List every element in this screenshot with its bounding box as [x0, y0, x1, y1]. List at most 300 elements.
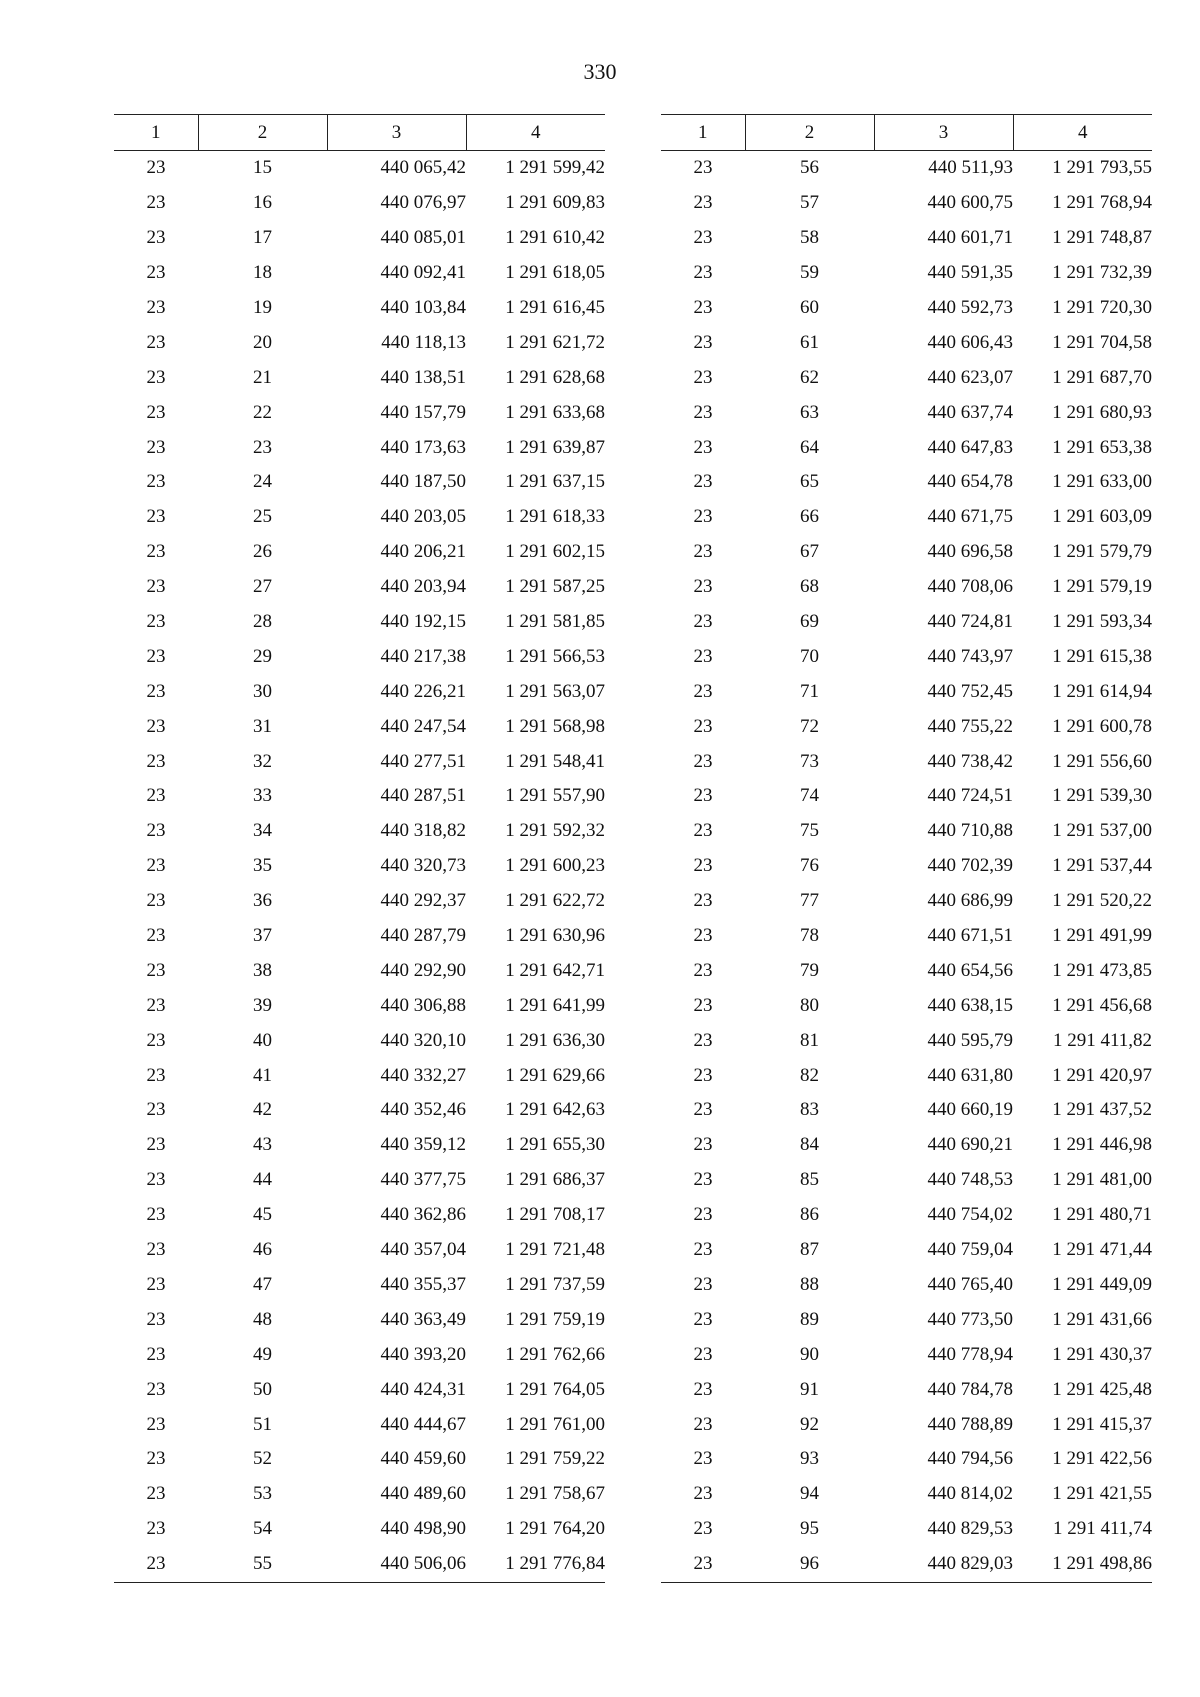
table-row	[661, 325, 1152, 360]
section-number-cell: 23	[146, 1204, 166, 1226]
point-number-cell: 54	[253, 1518, 272, 1540]
section-number-cell: 23	[693, 227, 713, 249]
section-number-cell: 23	[693, 471, 713, 493]
table-row	[661, 1023, 1152, 1058]
table-row	[661, 151, 1152, 186]
x-coordinate-cell: 440 829,53	[927, 1518, 1013, 1540]
x-coordinate-cell: 440 292,37	[380, 890, 466, 912]
point-number-cell: 21	[253, 366, 272, 388]
section-number-cell: 23	[693, 1169, 713, 1191]
x-coordinate-cell: 440 601,71	[927, 227, 1013, 249]
section-number-cell: 23	[146, 715, 166, 737]
x-coordinate-cell: 440 765,40	[927, 1273, 1013, 1295]
table-row	[114, 849, 605, 884]
x-coordinate-cell: 440 362,86	[380, 1204, 466, 1226]
x-coordinate-cell: 440 660,19	[927, 1099, 1013, 1121]
x-coordinate-cell: 440 814,02	[927, 1483, 1013, 1505]
section-number-cell: 23	[146, 959, 166, 981]
x-coordinate-cell: 440 118,13	[381, 331, 466, 353]
point-number-cell: 19	[253, 297, 272, 318]
section-number-cell: 23	[146, 1169, 166, 1191]
section-number-cell: 23	[693, 436, 713, 458]
x-coordinate-cell: 440 498,90	[380, 1518, 466, 1540]
table-row	[661, 1442, 1152, 1477]
x-coordinate-cell: 440 708,06	[927, 576, 1013, 598]
section-number-cell: 23	[693, 959, 713, 981]
table-row	[661, 535, 1152, 570]
section-number-cell: 23	[146, 192, 166, 214]
point-number-cell: 37	[253, 925, 272, 947]
point-number-cell: 55	[198, 1547, 327, 1582]
page-number: 330	[583, 59, 617, 84]
table-row	[114, 395, 605, 430]
y-coordinate-cell: 1 291 793,55	[1052, 157, 1152, 179]
point-number-cell: 23	[253, 436, 272, 458]
point-number-cell: 44	[253, 1169, 272, 1191]
y-coordinate-cell: 1 291 481,00	[1052, 1169, 1152, 1191]
table-row	[114, 1163, 605, 1198]
table-row	[114, 325, 605, 360]
table-row	[661, 256, 1152, 291]
x-coordinate-cell: 440 203,05	[380, 506, 466, 528]
table-row	[114, 919, 605, 954]
x-coordinate-cell: 440 355,37	[380, 1273, 466, 1295]
x-coordinate-cell: 440 173,63	[380, 436, 466, 458]
point-number-cell: 65	[800, 471, 819, 493]
point-number-cell: 70	[800, 645, 819, 667]
table-row	[114, 535, 605, 570]
y-coordinate-cell: 1 291 759,19	[505, 1308, 605, 1330]
x-coordinate-cell: 440 511,93	[928, 157, 1013, 179]
y-coordinate-cell: 1 291 748,87	[1052, 227, 1152, 249]
table-row	[661, 186, 1152, 221]
x-coordinate-cell: 440 752,45	[927, 680, 1013, 702]
x-coordinate-cell: 440 306,88	[380, 994, 466, 1016]
y-coordinate-cell: 1 291 621,72	[505, 331, 605, 353]
y-coordinate-cell: 1 291 636,30	[505, 1029, 605, 1051]
y-coordinate-cell: 1 291 556,60	[1052, 750, 1152, 772]
section-number-cell: 23	[146, 1029, 166, 1051]
x-coordinate-cell: 440 247,54	[380, 715, 466, 737]
section-number-cell: 23	[146, 436, 166, 458]
y-coordinate-cell: 1 291 720,30	[1052, 297, 1152, 318]
table-row	[114, 1477, 605, 1512]
point-number-cell: 72	[800, 715, 819, 737]
table-row	[661, 500, 1152, 535]
table-header-row	[661, 115, 1152, 151]
point-number-cell: 85	[800, 1169, 819, 1191]
table-row	[114, 151, 605, 186]
section-number-cell: 23	[693, 576, 713, 598]
section-number-cell: 23	[693, 331, 713, 353]
section-number-cell: 23	[693, 855, 713, 877]
section-number-cell: 23	[693, 262, 713, 284]
y-coordinate-cell: 1 291 498,86	[1013, 1547, 1152, 1582]
x-coordinate-cell: 440 748,53	[927, 1169, 1013, 1191]
section-number-cell: 23	[146, 925, 166, 947]
point-number-cell: 50	[253, 1378, 272, 1400]
table-row	[114, 1268, 605, 1303]
table-row	[661, 1547, 1152, 1582]
y-coordinate-cell: 1 291 732,39	[1052, 262, 1152, 284]
section-number-cell: 23	[146, 1483, 166, 1505]
x-coordinate-cell: 440 192,15	[380, 611, 466, 633]
point-number-cell: 25	[253, 506, 272, 528]
x-coordinate-cell: 440 444,67	[380, 1413, 466, 1435]
x-coordinate-cell: 440 203,94	[380, 576, 466, 598]
point-number-cell: 78	[800, 925, 819, 947]
point-number-cell: 86	[800, 1204, 819, 1226]
y-coordinate-cell: 1 291 768,94	[1052, 192, 1152, 214]
section-number-cell: 23	[146, 820, 166, 842]
section-number-cell: 23	[146, 1308, 166, 1330]
point-number-cell: 79	[800, 959, 819, 981]
y-coordinate-cell: 1 291 687,70	[1052, 366, 1152, 388]
point-number-cell: 90	[800, 1343, 819, 1365]
section-number-cell: 23	[693, 1483, 713, 1505]
table-row	[661, 849, 1152, 884]
x-coordinate-cell: 440 654,56	[927, 959, 1013, 981]
y-coordinate-cell: 1 291 618,33	[505, 506, 605, 528]
x-coordinate-cell: 440 595,79	[927, 1029, 1013, 1051]
y-coordinate-cell: 1 291 449,09	[1052, 1273, 1152, 1295]
y-coordinate-cell: 1 291 633,00	[1052, 471, 1152, 493]
y-coordinate-cell: 1 291 415,37	[1052, 1413, 1152, 1435]
column-header: 2	[745, 115, 874, 151]
x-coordinate-cell: 440 690,21	[927, 1134, 1013, 1156]
x-coordinate-cell: 440 320,10	[380, 1029, 466, 1051]
y-coordinate-cell: 1 291 430,37	[1052, 1343, 1152, 1365]
table-row	[114, 953, 605, 988]
point-number-cell: 52	[253, 1448, 272, 1470]
table-row	[114, 1372, 605, 1407]
table-row	[114, 674, 605, 709]
point-number-cell: 89	[800, 1308, 819, 1330]
y-coordinate-cell: 1 291 615,38	[1052, 645, 1152, 667]
x-coordinate-cell: 440 359,12	[380, 1134, 466, 1156]
y-coordinate-cell: 1 291 637,15	[505, 471, 605, 493]
section-number-cell: 23	[146, 576, 166, 598]
table-row	[661, 291, 1152, 326]
y-coordinate-cell: 1 291 446,98	[1052, 1134, 1152, 1156]
y-coordinate-cell: 1 291 614,94	[1052, 680, 1152, 702]
section-number-cell: 23	[146, 331, 166, 353]
section-number-cell: 23	[693, 820, 713, 842]
section-number-cell: 23	[693, 1378, 713, 1400]
x-coordinate-cell: 440 287,79	[380, 925, 466, 947]
y-coordinate-cell: 1 291 642,63	[505, 1099, 605, 1121]
table-row	[661, 674, 1152, 709]
table-row	[114, 744, 605, 779]
x-coordinate-cell: 440 743,97	[927, 645, 1013, 667]
point-number-cell: 96	[745, 1547, 874, 1582]
section-number-cell: 23	[146, 1273, 166, 1295]
x-coordinate-cell: 440 631,80	[927, 1064, 1013, 1086]
section-number-cell: 23	[693, 611, 713, 633]
point-number-cell: 34	[253, 820, 272, 842]
y-coordinate-cell: 1 291 431,66	[1052, 1308, 1152, 1330]
table-row	[114, 1233, 605, 1268]
section-number-cell: 23	[146, 1099, 166, 1121]
table-row	[114, 186, 605, 221]
x-coordinate-cell: 440 187,50	[380, 471, 466, 493]
x-coordinate-cell: 440 138,51	[380, 366, 466, 388]
table-row	[661, 919, 1152, 954]
point-number-cell: 73	[800, 750, 819, 772]
table-row	[661, 744, 1152, 779]
y-coordinate-cell: 1 291 593,34	[1052, 611, 1152, 633]
point-number-cell: 16	[253, 192, 272, 214]
table-row	[661, 1512, 1152, 1547]
x-coordinate-cell: 440 377,75	[380, 1169, 466, 1191]
table-row	[114, 988, 605, 1023]
x-coordinate-cell: 440 103,84	[380, 297, 466, 318]
x-coordinate-cell: 440 829,03	[874, 1547, 1013, 1582]
section-number-cell: 23	[693, 785, 713, 807]
table-row	[114, 465, 605, 500]
y-coordinate-cell: 1 291 568,98	[505, 715, 605, 737]
point-number-cell: 26	[253, 541, 272, 563]
section-number-cell: 23	[146, 1134, 166, 1156]
table-row	[661, 1477, 1152, 1512]
x-coordinate-cell: 440 489,60	[380, 1483, 466, 1505]
section-number-cell: 23	[693, 157, 713, 179]
y-coordinate-cell: 1 291 762,66	[505, 1343, 605, 1365]
point-number-cell: 84	[800, 1134, 819, 1156]
y-coordinate-cell: 1 291 737,59	[505, 1273, 605, 1295]
x-coordinate-cell: 440 696,58	[927, 541, 1013, 563]
point-number-cell: 91	[800, 1378, 819, 1400]
y-coordinate-cell: 1 291 480,71	[1052, 1204, 1152, 1226]
x-coordinate-cell: 440 773,50	[927, 1308, 1013, 1330]
y-coordinate-cell: 1 291 557,90	[505, 785, 605, 807]
y-coordinate-cell: 1 291 537,44	[1052, 855, 1152, 877]
table-row	[114, 1058, 605, 1093]
section-number-cell: 23	[146, 750, 166, 772]
point-number-cell: 39	[253, 994, 272, 1016]
table-row	[661, 779, 1152, 814]
table-row	[661, 1268, 1152, 1303]
table-row	[114, 779, 605, 814]
y-coordinate-cell: 1 291 616,45	[505, 297, 605, 318]
table-row	[114, 1023, 605, 1058]
table-row	[114, 256, 605, 291]
x-coordinate-cell: 440 332,27	[380, 1064, 466, 1086]
section-number-cell: 23	[693, 541, 713, 563]
y-coordinate-cell: 1 291 471,44	[1052, 1239, 1152, 1261]
section-number-cell: 23	[146, 1378, 166, 1400]
point-number-cell: 69	[800, 611, 819, 633]
table-row	[114, 1442, 605, 1477]
table-row	[661, 360, 1152, 395]
point-number-cell: 17	[253, 227, 272, 249]
x-coordinate-cell: 440 217,38	[380, 645, 466, 667]
x-coordinate-cell: 440 357,04	[380, 1239, 466, 1261]
x-coordinate-cell: 440 794,56	[927, 1448, 1013, 1470]
section-number-cell: 23	[693, 994, 713, 1016]
x-coordinate-cell: 440 592,73	[927, 297, 1013, 318]
y-coordinate-cell: 1 291 602,15	[505, 541, 605, 563]
y-coordinate-cell: 1 291 721,48	[505, 1239, 605, 1261]
section-number-cell: 23	[146, 1239, 166, 1261]
y-coordinate-cell: 1 291 539,30	[1052, 785, 1152, 807]
table-row	[114, 570, 605, 605]
y-coordinate-cell: 1 291 629,66	[505, 1064, 605, 1086]
table-row	[114, 1547, 605, 1582]
section-number-cell: 23	[693, 1099, 713, 1121]
x-coordinate-cell: 440 788,89	[927, 1413, 1013, 1435]
y-coordinate-cell: 1 291 563,07	[505, 680, 605, 702]
coordinates-table-right	[661, 114, 1152, 1583]
point-number-cell: 75	[800, 820, 819, 842]
section-number-cell: 23	[146, 262, 166, 284]
x-coordinate-cell: 440 606,43	[927, 331, 1013, 353]
table-row	[661, 639, 1152, 674]
section-number-cell: 23	[146, 890, 166, 912]
point-number-cell: 35	[253, 855, 272, 877]
table-row	[114, 291, 605, 326]
point-number-cell: 77	[800, 890, 819, 912]
table-row	[661, 1128, 1152, 1163]
section-number-cell: 23	[146, 1343, 166, 1365]
table-row	[114, 430, 605, 465]
point-number-cell: 92	[800, 1413, 819, 1435]
point-number-cell: 60	[800, 297, 819, 318]
table-row	[661, 1407, 1152, 1442]
table-row	[661, 1198, 1152, 1233]
y-coordinate-cell: 1 291 655,30	[505, 1134, 605, 1156]
point-number-cell: 88	[800, 1273, 819, 1295]
x-coordinate-cell: 440 065,42	[380, 157, 466, 179]
point-number-cell: 48	[253, 1308, 272, 1330]
y-coordinate-cell: 1 291 421,55	[1052, 1483, 1152, 1505]
table-row	[114, 1407, 605, 1442]
section-number-cell: 23	[146, 366, 166, 388]
y-coordinate-cell: 1 291 600,78	[1052, 715, 1152, 737]
x-coordinate-cell: 440 710,88	[927, 820, 1013, 842]
section-number-cell: 23	[693, 1308, 713, 1330]
table-row	[661, 1058, 1152, 1093]
point-number-cell: 83	[800, 1099, 819, 1121]
table-row	[661, 1372, 1152, 1407]
table-row	[114, 500, 605, 535]
table-row	[661, 1093, 1152, 1128]
section-number-cell: 23	[693, 715, 713, 737]
y-coordinate-cell: 1 291 411,74	[1052, 1518, 1152, 1540]
section-number-cell: 23	[146, 401, 166, 423]
y-coordinate-cell: 1 291 579,79	[1052, 541, 1152, 563]
table-row	[661, 953, 1152, 988]
x-coordinate-cell: 440 363,49	[380, 1308, 466, 1330]
table-row	[114, 1128, 605, 1163]
point-number-cell: 38	[253, 959, 272, 981]
point-number-cell: 49	[253, 1343, 272, 1365]
section-number-cell: 23	[146, 785, 166, 807]
section-number-cell: 23	[693, 1239, 713, 1261]
y-coordinate-cell: 1 291 610,42	[505, 227, 605, 249]
y-coordinate-cell: 1 291 759,22	[505, 1448, 605, 1470]
section-number-cell: 23	[693, 366, 713, 388]
table-row	[661, 1337, 1152, 1372]
table-row	[114, 884, 605, 919]
point-number-cell: 56	[800, 157, 819, 179]
point-number-cell: 18	[253, 262, 272, 284]
table-row	[114, 1512, 605, 1547]
section-number-cell: 23	[146, 1413, 166, 1435]
y-coordinate-cell: 1 291 628,68	[505, 366, 605, 388]
column-header: 3	[874, 115, 1013, 151]
point-number-cell: 94	[800, 1483, 819, 1505]
point-number-cell: 31	[253, 715, 272, 737]
y-coordinate-cell: 1 291 603,09	[1052, 506, 1152, 528]
x-coordinate-cell: 440 738,42	[927, 750, 1013, 772]
section-number-cell: 23	[146, 297, 166, 318]
point-number-cell: 81	[800, 1029, 819, 1051]
section-number-cell: 23	[693, 1273, 713, 1295]
section-number-cell: 23	[146, 471, 166, 493]
point-number-cell: 51	[253, 1413, 272, 1435]
x-coordinate-cell: 440 506,06	[327, 1547, 466, 1582]
table-row	[661, 465, 1152, 500]
y-coordinate-cell: 1 291 761,00	[505, 1413, 605, 1435]
point-number-cell: 68	[800, 576, 819, 598]
table-row	[661, 1233, 1152, 1268]
point-number-cell: 46	[253, 1239, 272, 1261]
y-coordinate-cell: 1 291 686,37	[505, 1169, 605, 1191]
column-header: 1	[661, 115, 745, 151]
y-coordinate-cell: 1 291 473,85	[1052, 959, 1152, 981]
table-row	[661, 221, 1152, 256]
point-number-cell: 24	[253, 471, 272, 493]
point-number-cell: 62	[800, 366, 819, 388]
x-coordinate-cell: 440 638,15	[927, 994, 1013, 1016]
y-coordinate-cell: 1 291 653,38	[1052, 436, 1152, 458]
table-row	[661, 1302, 1152, 1337]
x-coordinate-cell: 440 292,90	[380, 959, 466, 981]
x-coordinate-cell: 440 320,73	[380, 855, 466, 877]
y-coordinate-cell: 1 291 537,00	[1052, 820, 1152, 842]
point-number-cell: 20	[253, 331, 272, 353]
x-coordinate-cell: 440 784,78	[927, 1378, 1013, 1400]
table-row	[661, 430, 1152, 465]
y-coordinate-cell: 1 291 600,23	[505, 855, 605, 877]
point-number-cell: 63	[800, 401, 819, 423]
section-number-cell: 23	[693, 192, 713, 214]
table-row	[661, 884, 1152, 919]
table-row	[661, 709, 1152, 744]
x-coordinate-cell: 440 637,74	[927, 401, 1013, 423]
point-number-cell: 29	[253, 645, 272, 667]
y-coordinate-cell: 1 291 422,56	[1052, 1448, 1152, 1470]
point-number-cell: 87	[800, 1239, 819, 1261]
table-header-row	[114, 115, 605, 151]
y-coordinate-cell: 1 291 758,67	[505, 1483, 605, 1505]
table-row	[114, 814, 605, 849]
x-coordinate-cell: 440 287,51	[380, 785, 466, 807]
point-number-cell: 43	[253, 1134, 272, 1156]
point-number-cell: 64	[800, 436, 819, 458]
point-number-cell: 61	[800, 331, 819, 353]
y-coordinate-cell: 1 291 764,20	[505, 1518, 605, 1540]
y-coordinate-cell: 1 291 642,71	[505, 959, 605, 981]
point-number-cell: 36	[253, 890, 272, 912]
section-number-cell: 23	[693, 925, 713, 947]
x-coordinate-cell: 440 206,21	[380, 541, 466, 563]
table-row	[114, 221, 605, 256]
column-header: 4	[466, 115, 605, 151]
x-coordinate-cell: 440 755,22	[927, 715, 1013, 737]
point-number-cell: 22	[253, 401, 272, 423]
